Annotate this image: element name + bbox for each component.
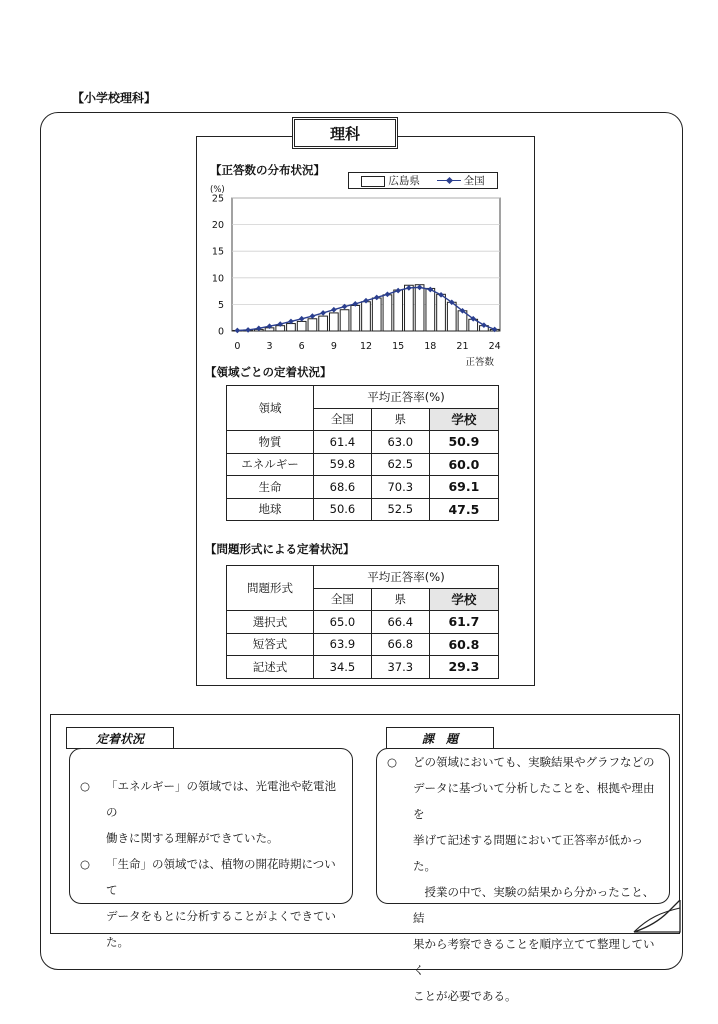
- table-cell: 61.7: [429, 611, 498, 634]
- x-tick-label: 15: [392, 341, 405, 352]
- y-axis-label: (%): [210, 185, 225, 195]
- y-tick-label: 15: [211, 246, 224, 258]
- x-tick-label: 21: [456, 341, 469, 352]
- y-tick-label: 0: [217, 326, 224, 338]
- table-column-header: 学校: [429, 408, 498, 431]
- table-cell: 50.9: [429, 431, 498, 454]
- histogram-bar: [394, 290, 403, 331]
- status-item-text: 「エネルギー」の領域では、光電池や乾電池の 働きに関する理解ができていた。: [106, 779, 336, 845]
- table-cell: 68.6: [314, 476, 372, 499]
- table-cell: 61.4: [314, 431, 372, 454]
- table-cell: 52.5: [371, 498, 429, 521]
- table-row: [227, 431, 499, 454]
- table-column-header: 県: [371, 588, 429, 611]
- table-cell: 66.4: [371, 611, 429, 634]
- histogram-bar: [287, 324, 296, 331]
- table-cell: 63.0: [371, 431, 429, 454]
- y-tick-label: 25: [211, 193, 224, 205]
- domain-table-title: 【領域ごとの定着状況】: [205, 365, 332, 379]
- table-row-label: 選択式: [227, 611, 314, 634]
- histogram-bar: [319, 316, 328, 331]
- histogram-bar: [405, 285, 414, 331]
- histogram-bar: [372, 298, 381, 331]
- distribution-title: 【正答数の分布状況】: [210, 163, 325, 177]
- table-row-label: 生命: [227, 476, 314, 499]
- table-row: [227, 656, 499, 679]
- x-tick-label: 6: [298, 341, 305, 352]
- header-label: 【小学校理科】: [72, 91, 157, 105]
- legend-bar-label: 広島県: [388, 175, 420, 187]
- y-tick-label: 5: [217, 299, 224, 311]
- table-cell: 69.1: [429, 476, 498, 499]
- table-row-label: 物質: [227, 431, 314, 454]
- table-cell: 34.5: [314, 656, 372, 679]
- table-column-header: 県: [371, 408, 429, 431]
- issues-paragraph-1: [387, 749, 659, 879]
- status-item-text: 「生命」の領域では、植物の開花時期について データをもとに分析することがよくできてい た。: [106, 857, 336, 949]
- x-tick-label: 24: [488, 341, 501, 352]
- table-cell: 65.0: [314, 611, 372, 634]
- status-box: [69, 748, 353, 949]
- histogram-bar: [383, 295, 392, 331]
- x-tick-label: 18: [424, 341, 437, 352]
- legend-line-label: 全国: [463, 175, 485, 187]
- table-row-label: エネルギー: [227, 453, 314, 476]
- issues-paragraph-2: 授業の中で、実験の結果から分かったこと、結 果から考察できることを順序立てて整理していく ことが必要である。: [413, 885, 655, 1003]
- table-cell: 37.3: [371, 656, 429, 679]
- histogram-bar: [437, 294, 446, 331]
- status-item: [80, 851, 342, 955]
- status-box-title: 定着状況: [66, 727, 174, 749]
- format-table-title: 【問題形式による定着状況】: [205, 542, 355, 556]
- histogram-bar: [426, 288, 435, 331]
- y-tick-label: 20: [211, 220, 224, 232]
- table-group-header: 平均正答率(%): [314, 566, 499, 589]
- table-column-header: 全国: [314, 588, 372, 611]
- histogram-bar: [415, 285, 424, 331]
- x-tick-label: 9: [330, 341, 337, 352]
- panel-title: 理科: [292, 117, 398, 149]
- table-cell: 50.6: [314, 498, 372, 521]
- table-row-label: 記述式: [227, 656, 314, 679]
- histogram-bar: [351, 305, 360, 331]
- issues-bullet-mark: ○: [387, 755, 398, 769]
- table-row-header: 問題形式: [227, 566, 314, 611]
- x-tick-label: 12: [359, 341, 373, 352]
- table-row: [227, 476, 499, 499]
- table-cell: 62.5: [371, 453, 429, 476]
- bullet-mark: ○: [80, 779, 91, 793]
- histogram-bar: [297, 321, 306, 331]
- status-items: [80, 773, 342, 955]
- table-row: [227, 498, 499, 521]
- table-row-label: 地球: [227, 498, 314, 521]
- bullet-mark: ○: [80, 857, 91, 871]
- table-row-header: 領域: [227, 386, 314, 431]
- table-cell: 70.3: [371, 476, 429, 499]
- table-cell: 47.5: [429, 498, 498, 521]
- format-table: [226, 565, 499, 679]
- histogram-bar: [447, 302, 456, 331]
- table-cell: 66.8: [371, 633, 429, 656]
- status-item: [80, 773, 342, 851]
- table-column-header: 全国: [314, 408, 372, 431]
- table-row: [227, 633, 499, 656]
- distribution-chart: [200, 170, 520, 370]
- histogram-bar: [362, 302, 371, 331]
- issues-paragraph-1-text: どの領域においても、実験結果やグラフなどの データに基づいて分析したことを、根拠や理由を 挙げて記述する問題において正答率が低かった。: [413, 755, 655, 873]
- table-cell: 60.0: [429, 453, 498, 476]
- table-group-header: 平均正答率(%): [314, 386, 499, 409]
- histogram-bar: [329, 313, 338, 331]
- x-axis-label: 正答数: [465, 357, 494, 368]
- table-row: [227, 453, 499, 476]
- table-cell: 29.3: [429, 656, 498, 679]
- issues-box: [376, 748, 670, 1003]
- table-cell: 59.8: [314, 453, 372, 476]
- table-row-label: 短答式: [227, 633, 314, 656]
- y-tick-label: 10: [211, 273, 224, 285]
- table-column-header: 学校: [429, 588, 498, 611]
- table-row: [227, 611, 499, 634]
- table-cell: 60.8: [429, 633, 498, 656]
- histogram-bar: [340, 310, 349, 331]
- issues-box-title: 課 題: [386, 727, 494, 749]
- histogram-bar: [308, 319, 317, 331]
- table-cell: 63.9: [314, 633, 372, 656]
- domain-table: [226, 385, 499, 521]
- x-tick-label: 3: [266, 341, 273, 352]
- x-tick-label: 0: [234, 341, 241, 352]
